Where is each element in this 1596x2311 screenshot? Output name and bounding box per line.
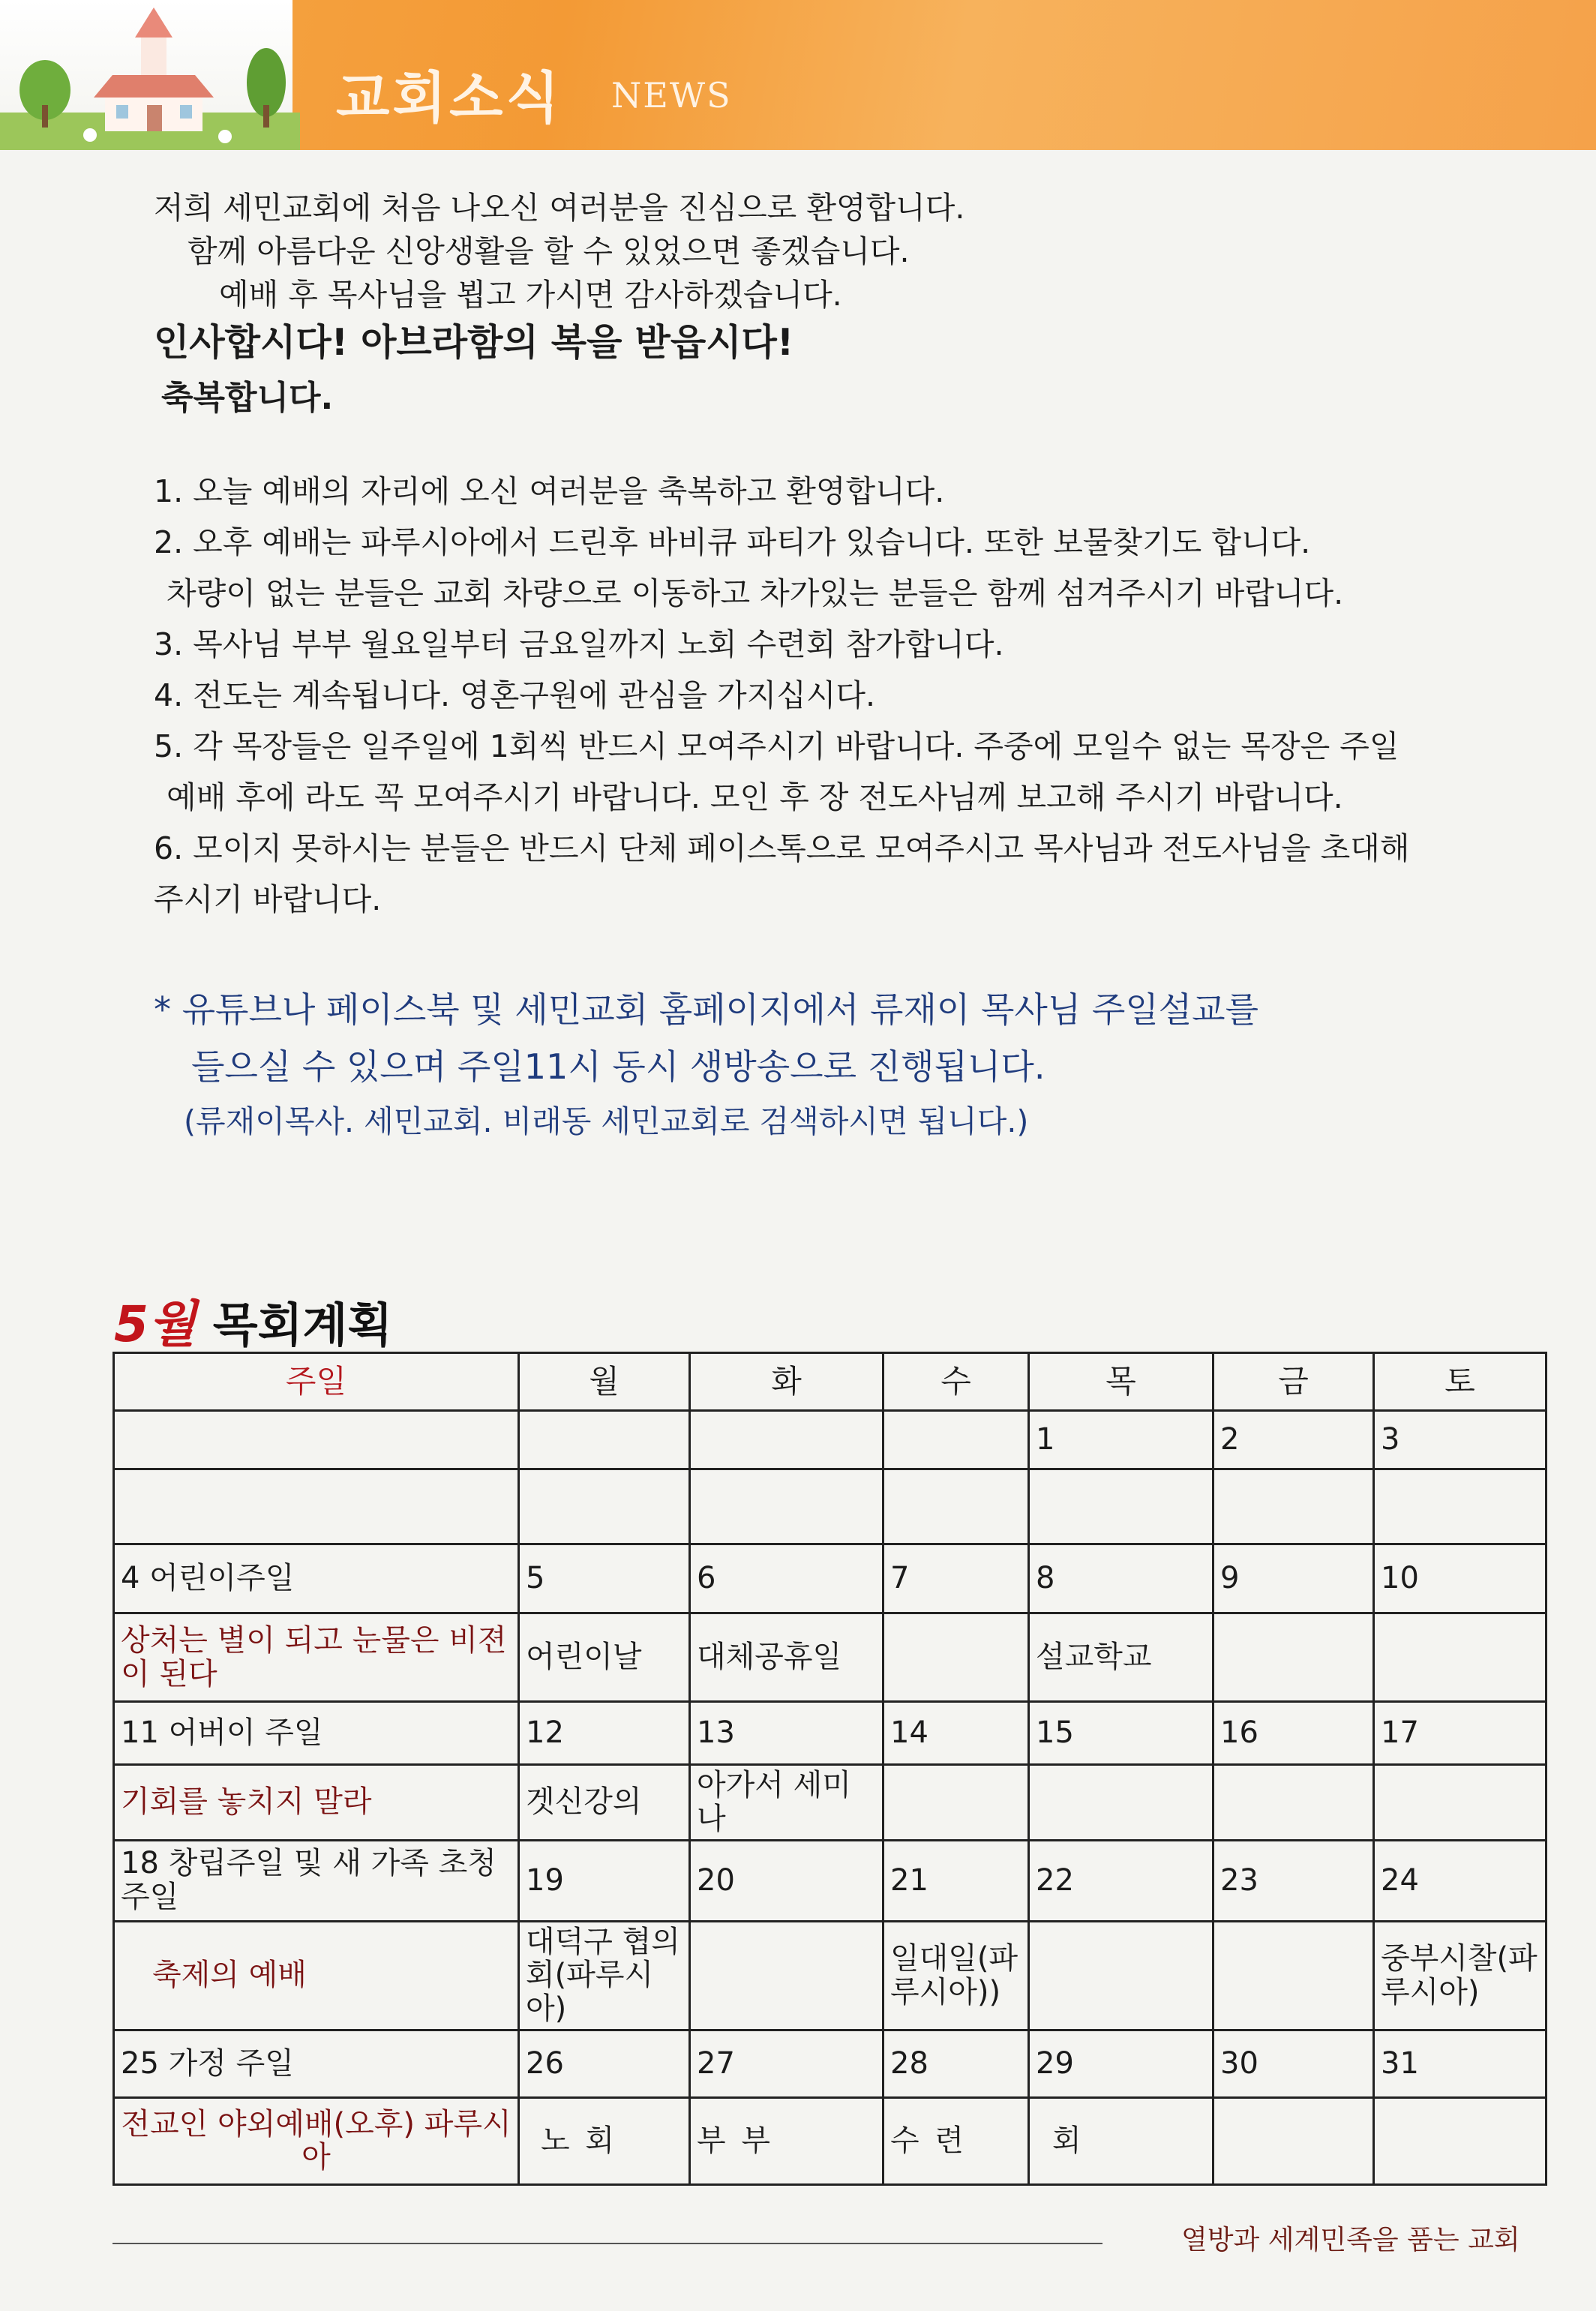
welcome-line-3: 예배 후 목사님을 뵙고 가시면 감사하겠습니다. xyxy=(219,277,842,313)
table-cell xyxy=(1214,1921,1374,2030)
header-title: 교회소식 xyxy=(336,66,562,131)
table-cell xyxy=(884,1613,1029,1702)
table-cell: 축제의 예배 xyxy=(114,1921,519,2030)
table-cell: 5 xyxy=(519,1544,690,1613)
table-cell xyxy=(1214,1469,1374,1544)
table-row xyxy=(114,1469,1546,1544)
table-cell: 15 xyxy=(1029,1702,1214,1765)
table-row xyxy=(114,1702,1546,1765)
table-cell: 설교학교 xyxy=(1029,1613,1214,1702)
table-cell: 대체공휴일 xyxy=(690,1613,884,1702)
table-cell xyxy=(690,1469,884,1544)
greeting-line: 인사합시다! 아브라함의 복을 받읍시다! xyxy=(154,321,794,364)
table-cell: 16 xyxy=(1214,1702,1374,1765)
table-cell: 28 xyxy=(884,2030,1029,2097)
notice-line: 주시기 바랍니다. xyxy=(154,881,382,917)
table-cell: 27 xyxy=(690,2030,884,2097)
plan-title xyxy=(114,1284,392,1355)
table-cell: 부 부 xyxy=(690,2097,884,2184)
notice-line: 2. 오후 예배는 파루시아에서 드린후 바비큐 파티가 있습니다. 또한 보물찾기도 합니다. xyxy=(154,524,1311,560)
welcome-line-2: 함께 아름다운 신앙생활을 할 수 있었으면 좋겠습니다. xyxy=(188,233,910,269)
table-cell: 8 xyxy=(1029,1544,1214,1613)
table-cell xyxy=(1029,1921,1214,2030)
church-illustration-icon xyxy=(0,0,300,150)
footer-divider xyxy=(112,2243,1102,2244)
column-header: 토 xyxy=(1374,1353,1546,1411)
table-cell: 4 어린이주일 xyxy=(114,1544,519,1613)
table-cell: 26 xyxy=(519,2030,690,2097)
table-cell: 25 가정 주일 xyxy=(114,2030,519,2097)
table-cell: 회 xyxy=(1029,2097,1214,2184)
column-header: 주일 xyxy=(114,1353,519,1411)
table-cell xyxy=(114,1411,519,1469)
table-cell: 21 xyxy=(884,1840,1029,1921)
notice-line: 5. 각 목장들은 일주일에 1회씩 반드시 모여주시기 바랍니다. 주중에 모일수 없는 목장은 주일 xyxy=(154,728,1400,764)
table-cell: 10 xyxy=(1374,1544,1546,1613)
table-row xyxy=(114,1840,1546,1921)
blessing-line: 축복합니다. xyxy=(161,379,334,417)
plan-month: 5월 xyxy=(114,1295,196,1353)
notice-line: 3. 목사님 부부 월요일부터 금요일까지 노회 수련회 참가합니다. xyxy=(154,626,1004,662)
table-cell: 전교인 야외예배(오후) 파루시아 xyxy=(114,2097,519,2184)
notice-line: 4. 전도는 계속됩니다. 영혼구원에 관심을 가지십시다. xyxy=(154,677,876,713)
notice-line: 6. 모이지 못하시는 분들은 반드시 단체 페이스톡으로 모여주시고 목사님과 전도사님을 초대해 xyxy=(154,830,1410,866)
header-subtitle: NEWS xyxy=(611,75,732,116)
table-row xyxy=(114,1921,1546,2030)
table-row xyxy=(114,1411,1546,1469)
plan-title-text: 목회계획 xyxy=(212,1298,393,1352)
table-row xyxy=(114,1544,1546,1613)
table-cell: 13 xyxy=(690,1702,884,1765)
table-cell: 23 xyxy=(1214,1840,1374,1921)
table-cell xyxy=(690,1411,884,1469)
column-header: 화 xyxy=(690,1353,884,1411)
table-cell xyxy=(1029,1469,1214,1544)
table-cell: 20 xyxy=(690,1840,884,1921)
table-cell: 2 xyxy=(1214,1411,1374,1469)
notice-line: 차량이 없는 분들은 교회 차량으로 이동하고 차가있는 분들은 함께 섬겨주시기 바랍니다. xyxy=(166,575,1344,611)
column-header: 월 xyxy=(519,1353,690,1411)
footer-slogan: 열방과 세계민족을 품는 교회 xyxy=(1181,2225,1520,2255)
table-cell xyxy=(1029,1765,1214,1841)
table-cell xyxy=(1214,2097,1374,2184)
table-row xyxy=(114,1765,1546,1841)
broadcast-line-2: 들으실 수 있으며 주일11시 동시 생방송으로 진행됩니다. xyxy=(191,1046,1046,1087)
table-cell xyxy=(1374,2097,1546,2184)
monthly-plan-table xyxy=(112,1352,1547,2186)
broadcast-line-1: * 유튜브나 페이스북 및 세민교회 홈페이지에서 류재이 목사님 주일설교를 xyxy=(154,989,1259,1030)
table-cell: 24 xyxy=(1374,1840,1546,1921)
table-cell xyxy=(1214,1765,1374,1841)
table-cell: 19 xyxy=(519,1840,690,1921)
table-header-row xyxy=(114,1353,1546,1411)
table-cell: 대덕구 협의회(파루시아) xyxy=(519,1921,690,2030)
table-cell: 상처는 별이 되고 눈물은 비젼이 된다 xyxy=(114,1613,519,1702)
table-row xyxy=(114,1613,1546,1702)
table-cell xyxy=(884,1765,1029,1841)
table-cell: 1 xyxy=(1029,1411,1214,1469)
table-cell: 기회를 놓치지 말라 xyxy=(114,1765,519,1841)
notice-line: 예배 후에 라도 꼭 모여주시기 바랍니다. 모인 후 장 전도사님께 보고해 주시기 바랍니다. xyxy=(166,779,1343,815)
table-cell xyxy=(519,1411,690,1469)
table-cell xyxy=(1374,1469,1546,1544)
table-cell: 30 xyxy=(1214,2030,1374,2097)
column-header: 수 xyxy=(884,1353,1029,1411)
table-cell: 12 xyxy=(519,1702,690,1765)
table-cell: 14 xyxy=(884,1702,1029,1765)
table-cell: 29 xyxy=(1029,2030,1214,2097)
page-header xyxy=(0,0,1596,150)
table-cell: 7 xyxy=(884,1544,1029,1613)
table-row xyxy=(114,2097,1546,2184)
table-cell: 일대일(파루시아)) xyxy=(884,1921,1029,2030)
table-cell: 18 창립주일 및 새 가족 초청주일 xyxy=(114,1840,519,1921)
table-cell xyxy=(884,1469,1029,1544)
table-cell: 겟신강의 xyxy=(519,1765,690,1841)
table-cell: 9 xyxy=(1214,1544,1374,1613)
table-cell: 31 xyxy=(1374,2030,1546,2097)
table-cell: 11 어버이 주일 xyxy=(114,1702,519,1765)
table-cell xyxy=(1214,1613,1374,1702)
table-cell: 노 회 xyxy=(519,2097,690,2184)
column-header: 목 xyxy=(1029,1353,1214,1411)
table-cell: 아가서 세미나 xyxy=(690,1765,884,1841)
table-cell xyxy=(690,1921,884,2030)
table-row xyxy=(114,2030,1546,2097)
notice-line: 1. 오늘 예배의 자리에 오신 여러분을 축복하고 환영합니다. xyxy=(154,473,945,509)
table-cell: 수 련 xyxy=(884,2097,1029,2184)
table-cell: 3 xyxy=(1374,1411,1546,1469)
table-cell xyxy=(1374,1765,1546,1841)
table-cell xyxy=(519,1469,690,1544)
column-header: 금 xyxy=(1214,1353,1374,1411)
table-cell xyxy=(1374,1613,1546,1702)
table-cell xyxy=(114,1469,519,1544)
broadcast-line-3: (류재이목사. 세민교회. 비래동 세민교회로 검색하시면 됩니다.) xyxy=(184,1103,1029,1139)
table-cell: 6 xyxy=(690,1544,884,1613)
table-cell xyxy=(884,1411,1029,1469)
table-cell: 중부시찰(파루시아) xyxy=(1374,1921,1546,2030)
table-cell: 어린이날 xyxy=(519,1613,690,1702)
welcome-line-1: 저희 세민교회에 처음 나오신 여러분을 진심으로 환영합니다. xyxy=(154,190,965,226)
table-cell: 22 xyxy=(1029,1840,1214,1921)
table-cell: 17 xyxy=(1374,1702,1546,1765)
